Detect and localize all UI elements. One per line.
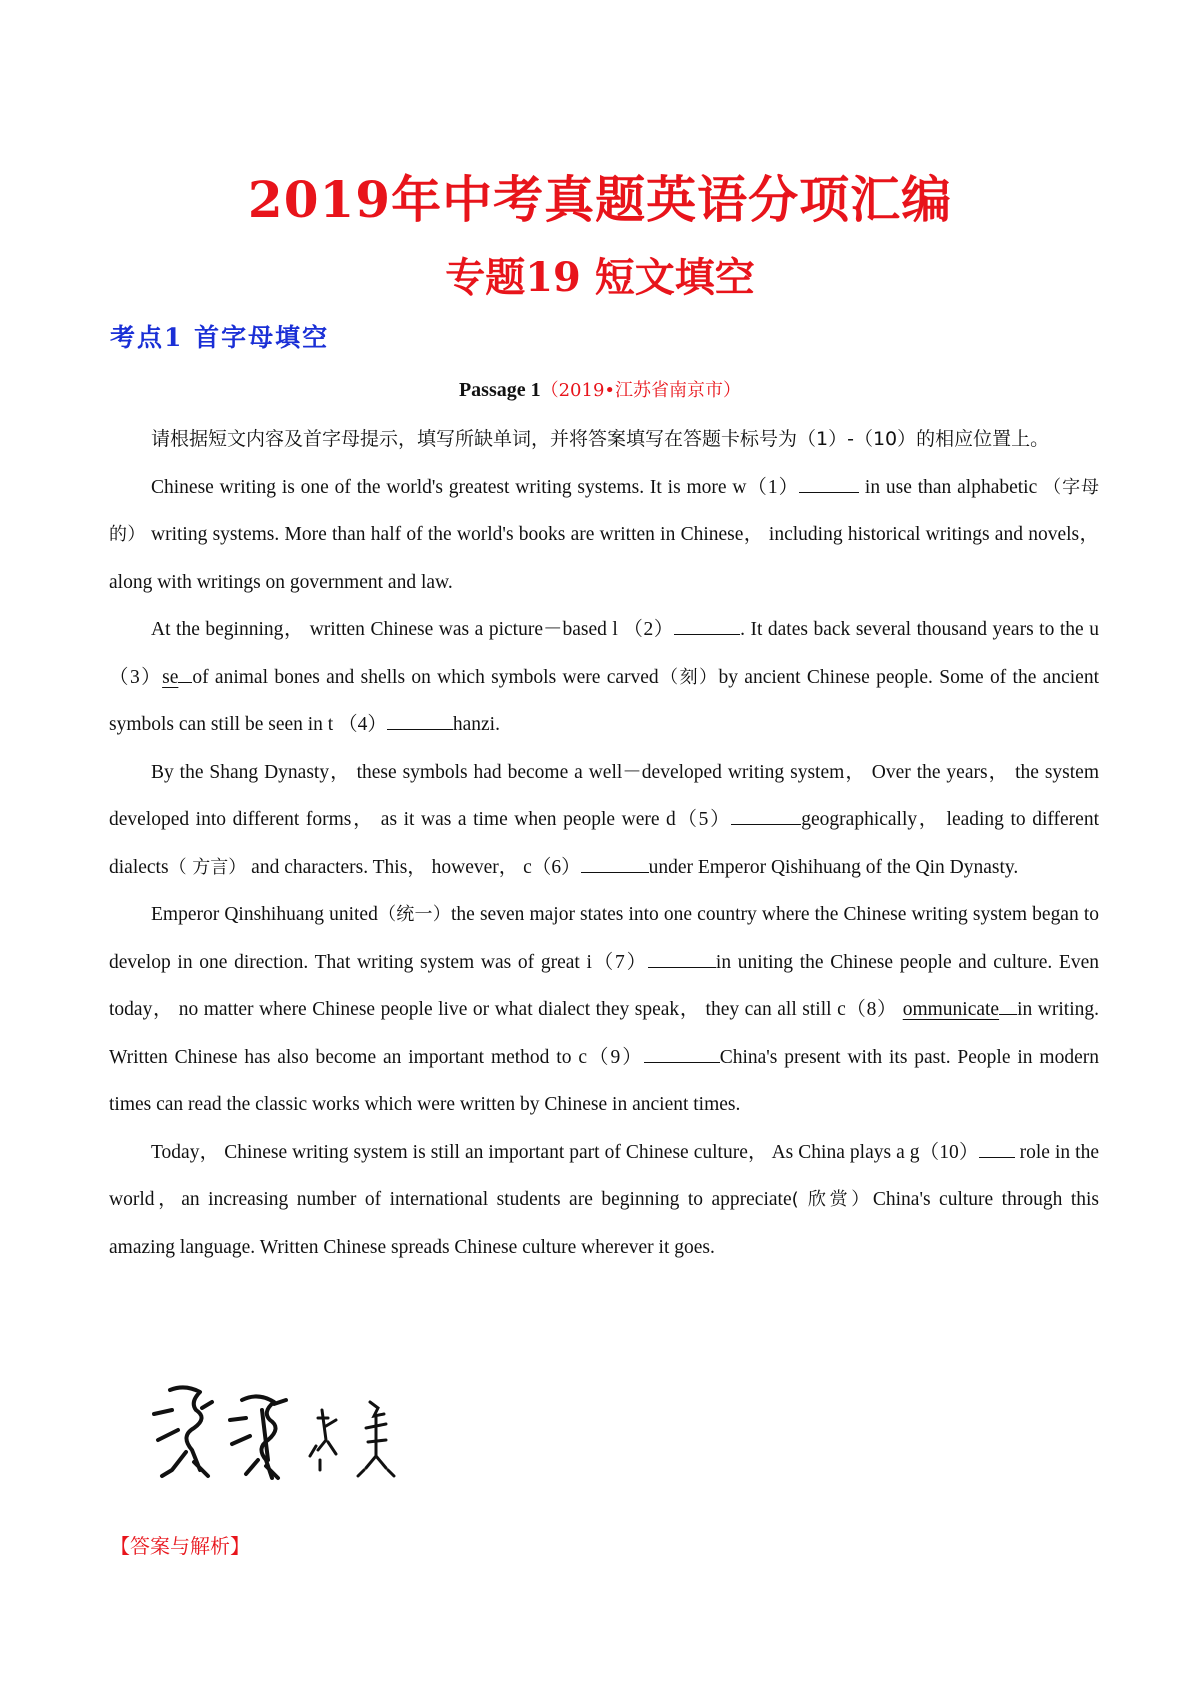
blank-10[interactable] (979, 1135, 1015, 1158)
passage-source: （2019•江苏省南京市） (540, 380, 742, 401)
paragraph-4-text-d: in uniting the Chinese people and culture. Even today， no matter where Chinese people live or what dialect they speak， they can all still c（8） (109, 951, 1099, 1020)
paragraph-5-text-d: China's culture through this amazing language. Written Chinese spreads Chinese culture wherever it goes. (109, 1189, 1100, 1258)
gloss-carved: （刻） (658, 666, 719, 688)
passage-label: Passage 1 (458, 379, 541, 401)
paragraph-2-text-e: by ancient Chinese people. Some of the ancient symbols can still be seen in t （4） (109, 666, 1099, 735)
blank-7[interactable] (648, 945, 716, 968)
paragraph-3-text-a: By the Shang Dynasty， these symbols had become a well－developed writing system， Over the years， the system developed into different forms， as it was a time when people were d（5） (109, 761, 1099, 830)
paragraph-2 (109, 606, 1099, 749)
paragraph-2-text-a: At the beginning， written Chinese was a picture－based l （2） (151, 619, 675, 640)
blank-1[interactable] (799, 470, 859, 493)
blank-2[interactable] (674, 612, 740, 635)
paragraph-5-text-b: role in the world，an increasing number of international students are beginning to appreciate (109, 1141, 1100, 1210)
glyph-4 (358, 1402, 394, 1476)
paragraph-2-text-b: . It dates back several thousand years to the u（3） (109, 619, 1099, 688)
blank-5[interactable] (731, 802, 801, 825)
instructions: 请根据短文内容及首字母提示，填写所缺单词，并将答案填写在答题卡标号为（1）-（10）的相应位置上。 (151, 428, 1050, 450)
glyph-3 (310, 1410, 336, 1470)
paragraph-1-text-b: in use than alphabetic (859, 476, 1038, 498)
paragraph-4-text-f: China's present with its past. People in modern times can read the classic works which were written by Chinese in ancient times. (109, 1046, 1099, 1115)
paragraph-1 (109, 464, 1099, 607)
paragraph-5-text-a: Today， Chinese writing system is still an important part of Chinese culture， As China plays a g（10） (151, 1141, 979, 1163)
paragraph-1-text-a: Chinese writing is one of the world's greatest writing systems. It is more w（1） (151, 476, 800, 498)
oracle-bone-glyphs-image (150, 1380, 410, 1500)
paragraph-4-text-c: the seven major states into one country where the Chinese writing system began to develop in one direction. That writing system was of great i（7） (109, 904, 1100, 973)
gloss-appreciate: ( 欣赏） (791, 1189, 873, 1210)
paragraph-5 (109, 1129, 1099, 1272)
paragraph-4-text-e: in writing. Written Chinese has also become an important method to c（9） (109, 999, 1100, 1068)
passage-heading (0, 376, 1200, 402)
paragraph-2-text-c: of animal bones and shells on which symbols were carved (192, 666, 659, 688)
glyph-2 (230, 1396, 286, 1478)
gloss-dialects: （ 方言） (168, 856, 247, 878)
paragraph-3 (109, 749, 1099, 892)
blank-3-tail (178, 660, 192, 683)
paragraph-3-text-e: under Emperor Qishihuang of the Qin Dynasty. (648, 856, 1019, 878)
document-title: 2019年中考真题英语分项汇编 (247, 170, 953, 229)
paragraph-2-text-f: hanzi. (452, 714, 500, 735)
blank-8-handwritten[interactable]: ommunicate (902, 999, 1000, 1020)
gloss-united: （统一） (377, 904, 452, 925)
document-subtitle: 专题19 短文填空 (445, 254, 755, 301)
passage-body (109, 416, 1099, 1271)
section-heading: 考点1 首字母填空 (110, 323, 330, 352)
blank-3-handwritten[interactable]: se (162, 666, 179, 688)
blank-9[interactable] (644, 1040, 720, 1063)
answer-heading: 【答案与解析】 (110, 1534, 250, 1558)
blank-8-tail (999, 992, 1017, 1015)
paragraph-1-text-d: writing systems. More than half of the world's books are written in Chinese， including historical writings and novels， along with writings on government and law. (109, 524, 1100, 593)
gloss-alphabetic: （字母的） (109, 476, 1100, 545)
paragraph-4 (109, 891, 1099, 1129)
glyph-1 (154, 1387, 212, 1476)
paragraph-3-text-b: geographically， leading to different dialects (109, 809, 1099, 878)
blank-6[interactable] (581, 850, 649, 873)
paragraph-3-text-d: and characters. This， however， c（6） (246, 856, 581, 878)
paragraph-4-text-a: Emperor Qinshihuang united (151, 904, 378, 925)
blank-4[interactable] (387, 707, 453, 730)
